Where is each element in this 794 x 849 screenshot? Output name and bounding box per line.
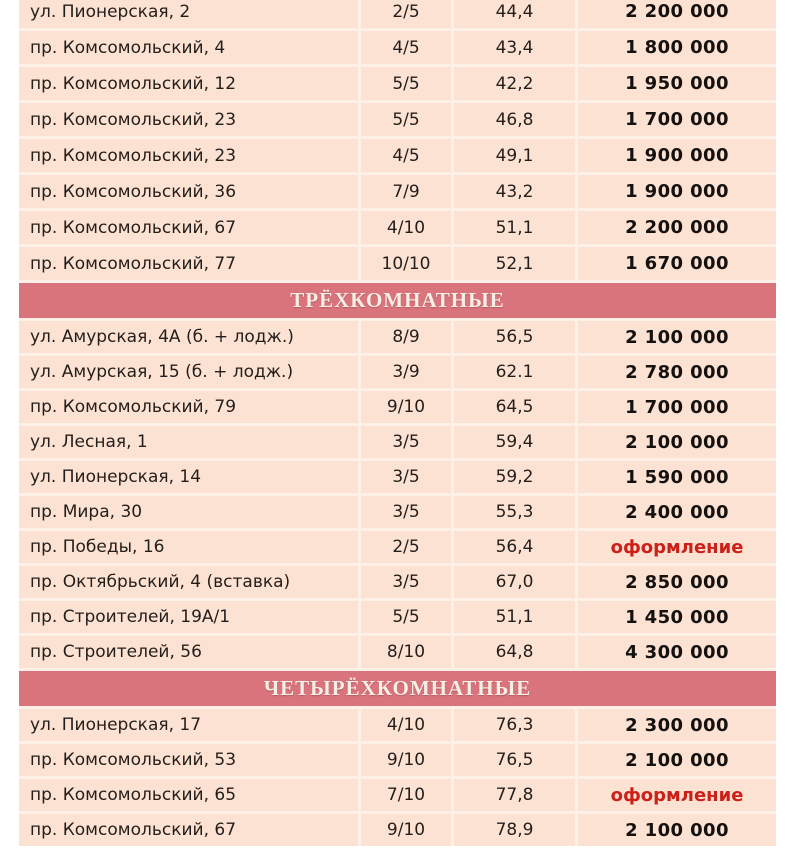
address-cell: пр. Строителей, 19А/1: [19, 601, 358, 633]
address-cell: пр. Комсомольский, 12: [19, 67, 358, 100]
address-cell: пр. Победы, 16: [19, 531, 358, 563]
address-cell: пр. Комсомольский, 79: [19, 391, 358, 423]
area-cell: 67,0: [454, 566, 575, 598]
address-cell: пр. Комсомольский, 23: [19, 139, 358, 172]
area-cell: 77,8: [454, 779, 575, 811]
address-cell: ул. Амурская, 15 (б. + лодж.): [19, 356, 358, 388]
status-cell: оформление: [578, 531, 776, 563]
address-cell: пр. Октябрьский, 4 (вставка): [19, 566, 358, 598]
floor-cell: 3/5: [361, 566, 451, 598]
area-cell: 52,1: [454, 247, 575, 280]
address-cell: пр. Комсомольский, 67: [19, 211, 358, 244]
price-cell: 2 100 000: [578, 426, 776, 458]
price-cell: 4 300 000: [578, 636, 776, 668]
address-cell: ул. Амурская, 4А (б. + лодж.): [19, 321, 358, 353]
area-cell: 76,3: [454, 709, 575, 741]
area-cell: 59,4: [454, 426, 575, 458]
floor-cell: 4/5: [361, 139, 451, 172]
section-header: ТРЁХКОМНАТНЫЕ: [19, 283, 776, 318]
price-cell: 2 300 000: [578, 709, 776, 741]
floor-cell: 4/10: [361, 709, 451, 741]
area-cell: 78,9: [454, 814, 575, 846]
area-cell: 51,1: [454, 601, 575, 633]
address-cell: пр. Комсомольский, 23: [19, 103, 358, 136]
area-cell: 64,8: [454, 636, 575, 668]
price-cell: 1 700 000: [578, 391, 776, 423]
price-cell: 2 100 000: [578, 814, 776, 846]
price-cell: 1 670 000: [578, 247, 776, 280]
floor-cell: 4/5: [361, 31, 451, 64]
price-cell: 2 850 000: [578, 566, 776, 598]
address-cell: пр. Мира, 30: [19, 496, 358, 528]
area-cell: 76,5: [454, 744, 575, 776]
price-cell: 2 400 000: [578, 496, 776, 528]
area-cell: 43,4: [454, 31, 575, 64]
floor-cell: 9/10: [361, 744, 451, 776]
area-cell: 55,3: [454, 496, 575, 528]
address-cell: ул. Лесная, 1: [19, 426, 358, 458]
floor-cell: 7/10: [361, 779, 451, 811]
floor-cell: 5/5: [361, 103, 451, 136]
area-cell: 62.1: [454, 356, 575, 388]
floor-cell: 9/10: [361, 814, 451, 846]
address-cell: ул. Пионерская, 14: [19, 461, 358, 493]
price-cell: 2 100 000: [578, 321, 776, 353]
area-cell: 49,1: [454, 139, 575, 172]
area-cell: 51,1: [454, 211, 575, 244]
floor-cell: 4/10: [361, 211, 451, 244]
floor-cell: 5/5: [361, 601, 451, 633]
area-cell: 42,2: [454, 67, 575, 100]
area-cell: 43,2: [454, 175, 575, 208]
price-cell: 1 900 000: [578, 175, 776, 208]
price-cell: 2 780 000: [578, 356, 776, 388]
price-cell: 1 450 000: [578, 601, 776, 633]
price-cell: 1 590 000: [578, 461, 776, 493]
floor-cell: 10/10: [361, 247, 451, 280]
area-cell: 64,5: [454, 391, 575, 423]
address-cell: пр. Комсомольский, 65: [19, 779, 358, 811]
address-cell: пр. Комсомольский, 4: [19, 31, 358, 64]
section-header: ЧЕТЫРЁХКОМНАТНЫЕ: [19, 671, 776, 706]
price-cell: 2 200 000: [578, 0, 776, 28]
status-cell: оформление: [578, 779, 776, 811]
address-cell: пр. Комсомольский, 67: [19, 814, 358, 846]
price-cell: 2 100 000: [578, 744, 776, 776]
floor-cell: 2/5: [361, 0, 451, 28]
address-cell: пр. Комсомольский, 77: [19, 247, 358, 280]
price-cell: 1 800 000: [578, 31, 776, 64]
price-cell: 1 900 000: [578, 139, 776, 172]
price-cell: 2 200 000: [578, 211, 776, 244]
address-cell: пр. Комсомольский, 36: [19, 175, 358, 208]
floor-cell: 3/5: [361, 426, 451, 458]
floor-cell: 3/9: [361, 356, 451, 388]
area-cell: 59,2: [454, 461, 575, 493]
floor-cell: 3/5: [361, 496, 451, 528]
address-cell: пр. Строителей, 56: [19, 636, 358, 668]
floor-cell: 9/10: [361, 391, 451, 423]
floor-cell: 7/9: [361, 175, 451, 208]
price-cell: 1 950 000: [578, 67, 776, 100]
floor-cell: 3/5: [361, 461, 451, 493]
address-cell: пр. Комсомольский, 53: [19, 744, 358, 776]
area-cell: 44,4: [454, 0, 575, 28]
address-cell: ул. Пионерская, 2: [19, 0, 358, 28]
floor-cell: 5/5: [361, 67, 451, 100]
floor-cell: 8/9: [361, 321, 451, 353]
price-cell: 1 700 000: [578, 103, 776, 136]
apartments-price-table: [19, 0, 776, 846]
area-cell: 46,8: [454, 103, 575, 136]
area-cell: 56,4: [454, 531, 575, 563]
floor-cell: 8/10: [361, 636, 451, 668]
floor-cell: 2/5: [361, 531, 451, 563]
area-cell: 56,5: [454, 321, 575, 353]
address-cell: ул. Пионерская, 17: [19, 709, 358, 741]
